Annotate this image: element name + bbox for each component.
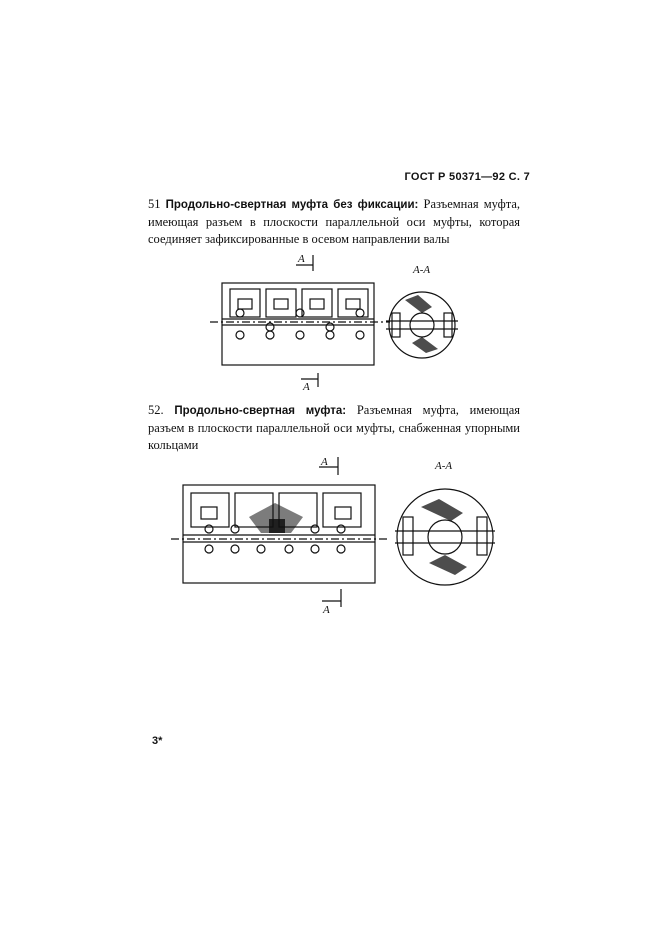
term-52-title: Продольно-свертная муфта: — [174, 405, 347, 417]
term-52-definition: Разъемная муфта, имеющая разъем в плоскости параллельной оси муфты, снабженная упорными кольцами — [148, 403, 521, 452]
fig1-section-label-top: А — [298, 255, 305, 265]
fig1-view-label: А-А — [413, 264, 431, 276]
term-52 — [148, 402, 520, 454]
fig1-section-label-bottom: А — [303, 381, 310, 393]
fig2-section-label-top: А — [321, 456, 328, 468]
figure-52-coupling-drawing — [165, 455, 505, 615]
term-51-number: 51 — [148, 197, 161, 211]
term-52-number: 52. — [148, 403, 164, 417]
fig2-section-label-bottom: А — [323, 604, 330, 615]
page-footer-mark: 3* — [152, 735, 163, 747]
fig2-view-label: А-А — [435, 460, 453, 472]
term-51 — [148, 196, 520, 248]
page-header: ГОСТ Р 50371—92 С. 7 — [404, 171, 530, 183]
figure-51-coupling-drawing — [200, 255, 470, 395]
term-51-title: Продольно-свертная муфта без фиксации: — [165, 199, 419, 211]
term-51-definition: Разъемная муфта, имеющая разъем в плоскости параллельной оси муфты, которая соединяет зафиксированные в осевом направлении валы — [148, 197, 521, 246]
